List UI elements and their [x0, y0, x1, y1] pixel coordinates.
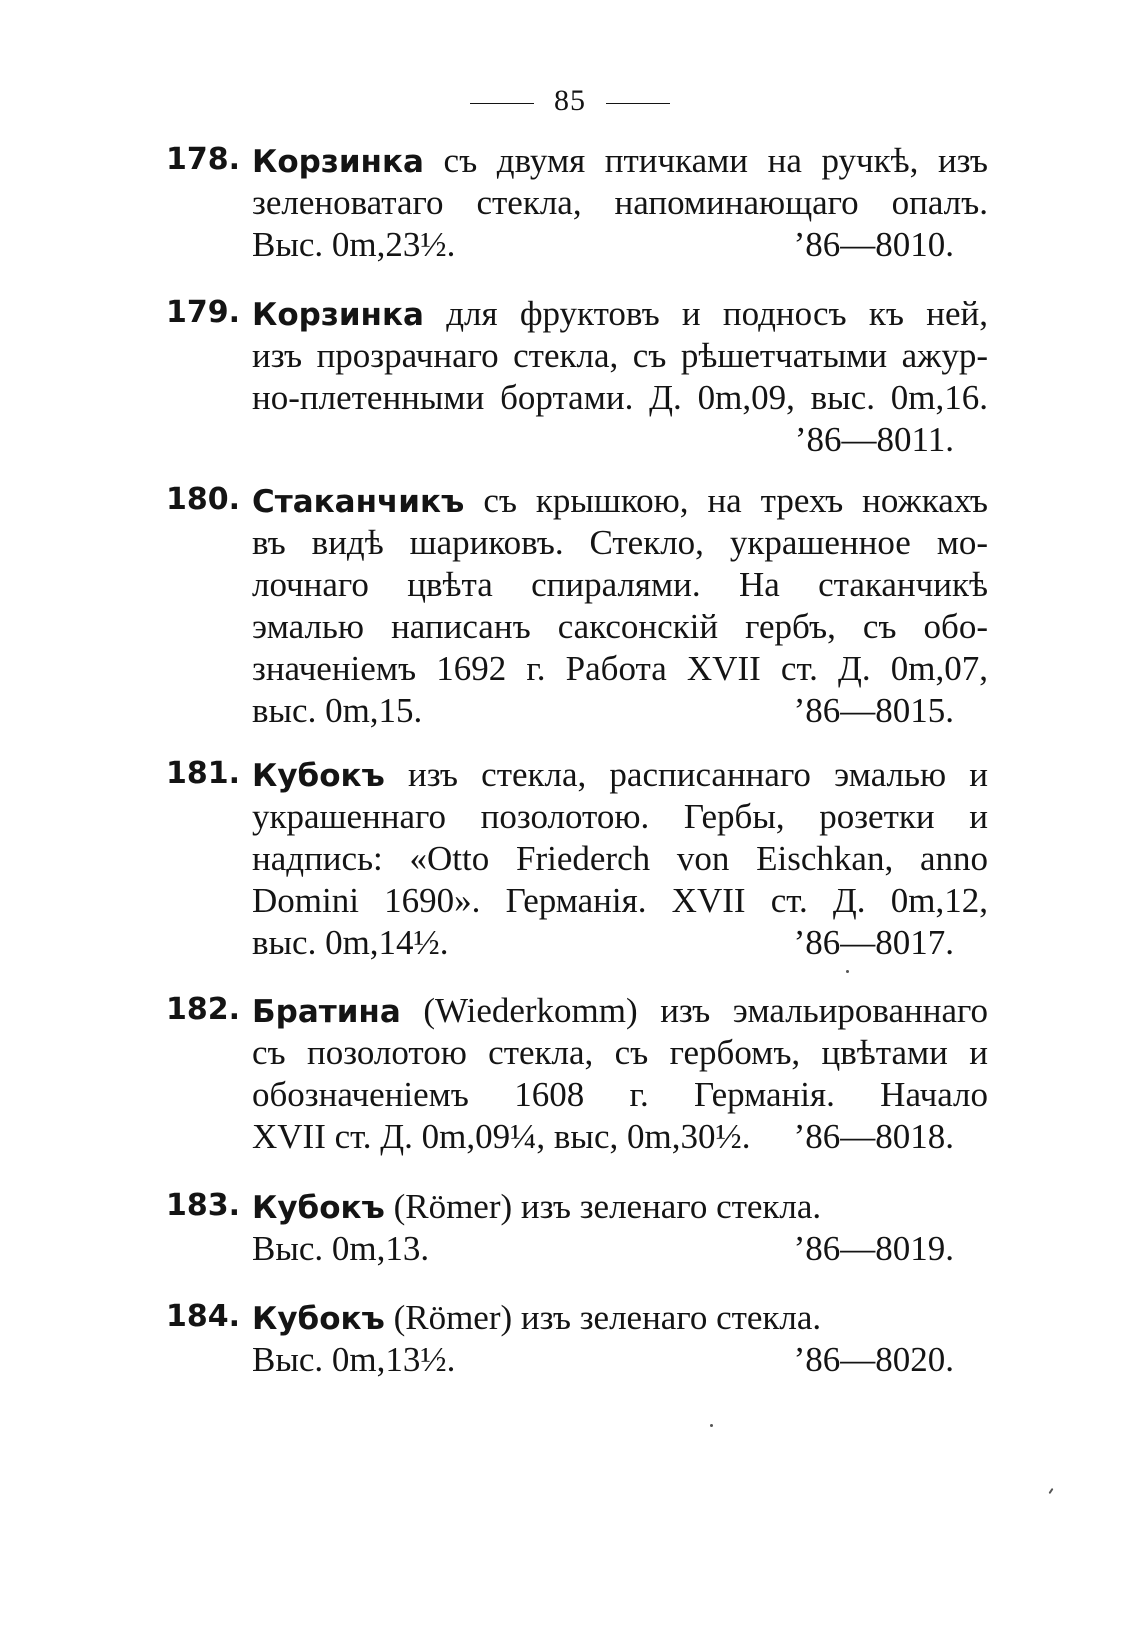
entry-line: зеленоватаго стекла, напоминающаго опалъ. [252, 183, 988, 222]
entry-line: обозначеніемъ 1608 г. Германія. Начало [252, 1075, 988, 1114]
entry-line: значеніемъ 1692 г. Работа XVII ст. Д. 0m,07, [252, 649, 988, 688]
entry-line: надпись: «Otto Friederch von Eischkan, anno [252, 839, 988, 878]
inventory-number: ’86—8010. [793, 225, 954, 264]
page-number: 85 [554, 84, 586, 117]
entry-line: украшеннаго позолотою. Гербы, розетки и [252, 797, 988, 836]
entry-number: 182. [166, 992, 241, 1027]
entry-text [252, 1297, 988, 1381]
inventory-number: ’86—8020. [793, 1340, 954, 1379]
entry-dimensions: выс. 0m,14½. [252, 923, 449, 962]
entry-number: 180. [166, 482, 241, 517]
entry-first-line: съ крышкою, на трехъ ножкахъ [483, 481, 988, 520]
entry-text [252, 480, 988, 732]
header-rule-left [470, 103, 534, 104]
inventory-number: ’86—8019. [793, 1229, 954, 1268]
paper-speck [846, 970, 849, 973]
paper-speck [710, 1424, 713, 1427]
entry-title: Кубокъ [252, 758, 385, 794]
entry-text [252, 754, 988, 964]
entry-line: съ позолотою стекла, съ гербомъ, цвѣтами и [252, 1033, 988, 1072]
entry-title: Кубокъ [252, 1301, 385, 1337]
entry-dimensions: Выс. 0m,13. [252, 1229, 430, 1268]
entry-first-line: для фруктовъ и подносъ къ ней, [446, 294, 989, 333]
entry-text [252, 990, 988, 1158]
entry-number: 179. [166, 295, 241, 330]
entry-dimensions: Выс. 0m,23½. [252, 225, 456, 264]
entry-line: лочнаго цвѣта спиралями. На стаканчикѣ [252, 565, 988, 604]
inventory-number: ’86—8017. [793, 923, 954, 962]
entry-first-line: (Römer) изъ зеленаго стекла. [393, 1298, 822, 1337]
entry-first-line: (Römer) изъ зеленаго стекла. [393, 1187, 822, 1226]
entry-title: Братина [252, 994, 401, 1030]
entry-title: Корзинка [252, 297, 424, 333]
entry-line: въ видѣ шариковъ. Стекло, украшенное мо- [252, 523, 988, 562]
entry-first-line: съ двумя птичками на ручкѣ, изъ [443, 141, 988, 180]
inventory-number: ’86—8018. [793, 1117, 954, 1156]
page-header [0, 84, 1140, 118]
inventory-number: ’86—8015. [793, 691, 954, 730]
entry-line: но-плетенными бортами. Д. 0m,09, выс. 0m,16. [252, 378, 988, 417]
entry-number: 184. [166, 1299, 241, 1334]
entry-title: Кубокъ [252, 1190, 385, 1226]
header-rule-right [606, 103, 670, 104]
inventory-number: ’86—8011. [794, 420, 954, 459]
entry-line: Domini 1690». Германія. XVII ст. Д. 0m,12, [252, 881, 988, 920]
entry-title: Корзинка [252, 144, 424, 180]
paper-speck [1048, 1488, 1053, 1494]
entry-number: 183. [166, 1188, 241, 1223]
entry-number: 181. [166, 756, 241, 791]
entry-dimensions: XVII ст. Д. 0m,09¼, выс, 0m,30½. [252, 1117, 751, 1156]
entry-first-line: (Wiederkomm) изъ эмальированнаго [423, 991, 988, 1030]
entry-text [252, 293, 988, 461]
entry-line: изъ прозрачнаго стекла, съ рѣшетчатыми ажур- [252, 336, 988, 375]
entry-title: Стаканчикъ [252, 484, 465, 520]
entry-line: эмалью написанъ саксонскій гербъ, съ обо- [252, 607, 988, 646]
entry-text [252, 140, 988, 266]
entry-dimensions: Выс. 0m,13½. [252, 1340, 456, 1379]
entry-text [252, 1186, 988, 1270]
entry-number: 178. [166, 142, 241, 177]
entry-first-line: изъ стекла, расписаннаго эмалью и [407, 755, 988, 794]
entry-dimensions: выс. 0m,15. [252, 691, 423, 730]
